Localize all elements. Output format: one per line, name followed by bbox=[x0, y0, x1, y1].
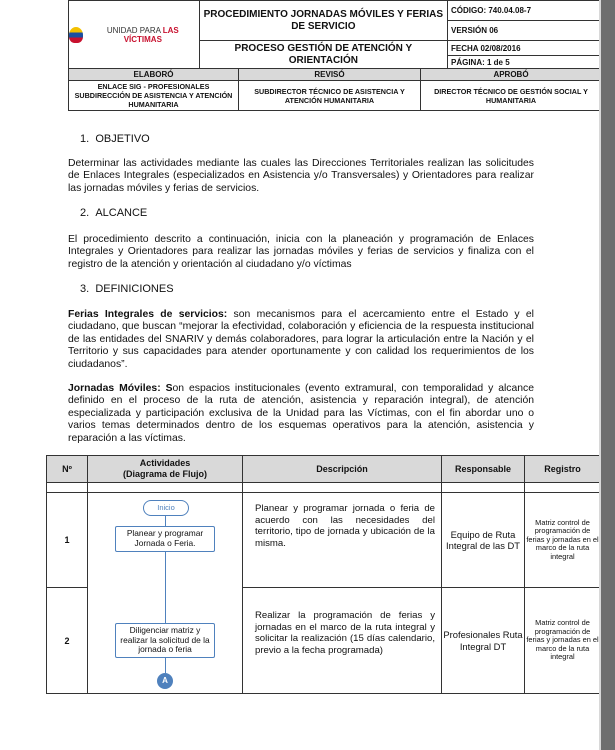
row-record: Matriz control de programación de ferias y jornadas en el marco de la ruta integral bbox=[525, 588, 601, 694]
connector-a-icon: A bbox=[157, 673, 173, 689]
sig-header-elaboro: ELABORÓ bbox=[69, 69, 239, 81]
row-responsible: Profesionales Ruta Integral DT bbox=[442, 588, 525, 694]
definition-term: Ferias Integrales de servicios: bbox=[68, 309, 228, 320]
colombia-seal-icon bbox=[69, 27, 83, 43]
doc-code: CÓDIGO: 740.04.08-7 bbox=[448, 1, 601, 21]
signature-table bbox=[68, 68, 602, 111]
sig-elaboro: ENLACE SIG - PROFESIONALES SUBDIRECCIÓN DE ASISTENCIA Y ATENCIÓN HUMANITARIA bbox=[69, 81, 239, 111]
sig-header-aprobo: APROBÓ bbox=[421, 69, 602, 81]
col-header-record: Registro bbox=[525, 456, 601, 483]
logo-text-emph: LAS VÍCTIMAS bbox=[123, 26, 179, 44]
doc-date: FECHA 02/08/2016 bbox=[448, 41, 601, 56]
section-text-alcance: El procedimiento descrito a continuación, inicia con la planeación y programación de Enlaces Integrales y Orientadores para realizar las jornadas móviles y ferias de servicios y finaliza con el registro de la atención y orientación al ciudadano y/o víctimas bbox=[68, 234, 534, 270]
section-heading-definiciones: 3. DEFINICIONES bbox=[80, 283, 174, 295]
activities-table bbox=[46, 455, 601, 694]
definition-ferias: Ferias Integrales de servicios: son mecanismos para el acercamiento entre el Estado y el ciudadano, que buscan “mejorar la efectividad, colaboración y eficiencia de la respuesta institucional de las entidades del SNARIV y demás colaboradores, para lograr la articulación entre la Nación y el Territorio y sus capacidades para atender oportunamente y con calidad los requerimientos de los ciudadanos”. bbox=[68, 309, 534, 370]
section-heading-objetivo: 1. OBJETIVO bbox=[80, 133, 150, 145]
flow-step-planear: Planear y programar Jornada o Feria. bbox=[115, 526, 215, 552]
definition-jornadas: Jornadas Móviles: Son espacios institucionales (evento extramural, con temporalidad y alcance definido en el proceso de la ruta de atención, asistencia y reparación integral), de atención especializada y participación exclusiva de la Unidad para las Víctimas, con el fin abordar uno o varios temas determinados dentro de los esquemas operativos para la atención, asistencia y reparación a las víctimas. bbox=[68, 383, 535, 444]
flow-step-diligenciar: Diligenciar matriz y realizar la solicitud de la jornada o feria bbox=[115, 623, 215, 658]
sig-header-reviso: REVISÓ bbox=[239, 69, 421, 81]
flow-diagram bbox=[88, 493, 243, 694]
flow-connector-line bbox=[165, 551, 166, 623]
col-header-num: Nº bbox=[47, 456, 88, 483]
definition-term: Jornadas Móviles: S bbox=[68, 383, 173, 394]
logo-cell bbox=[69, 1, 200, 70]
col-header-responsible: Responsable bbox=[442, 456, 525, 483]
document-title: PROCEDIMIENTO JORNADAS MÓVILES Y FERIAS DE SERVICIO bbox=[199, 1, 447, 41]
table-row bbox=[47, 493, 601, 588]
section-heading-alcance: 2. ALCANCE bbox=[80, 207, 148, 219]
viewer-scroll-edge bbox=[601, 0, 615, 750]
doc-version: VERSIÓN 06 bbox=[451, 26, 499, 35]
row-description: Planear y programar jornada o feria de acuerdo con las necesidades del territorio, tipo de jornada y ubicación de la misma. bbox=[243, 493, 442, 588]
col-header-activity: Actividades (Diagrama de Flujo) bbox=[88, 456, 243, 483]
sig-aprobo: DIRECTOR TÉCNICO DE GESTIÓN SOCIAL Y HUMANITARIA bbox=[421, 81, 602, 111]
sig-reviso: SUBDIRECTOR TÉCNICO DE ASISTENCIA Y ATENCIÓN HUMANITARIA bbox=[239, 81, 421, 111]
logo-text-prefix: UNIDAD PARA bbox=[106, 26, 163, 35]
start-terminal: Inicio bbox=[143, 500, 189, 516]
flow-connector-line bbox=[165, 657, 166, 673]
document-header bbox=[68, 0, 602, 70]
row-responsible: Equipo de Ruta Integral de las DT bbox=[442, 493, 525, 588]
col-header-description: Descripción bbox=[243, 456, 442, 483]
section-text-objetivo: Determinar las actividades mediante las cuales las Direcciones Territoriales realizan las solicitudes de Enlaces Integrales (especializados en Asistencia y/o Transversales) y Orientadores para realizar las jornadas móviles y ferias de servicios. bbox=[68, 158, 534, 194]
doc-page: PÁGINA: 1 de 5 bbox=[451, 58, 510, 67]
row-num: 2 bbox=[47, 588, 88, 694]
row-record: Matriz control de programación de ferias y jornadas en el marco de la ruta integral bbox=[525, 493, 601, 588]
unidad-victimas-logo bbox=[69, 26, 199, 44]
row-description: Realizar la programación de ferias y jornadas en el marco de la ruta integral y solicitar la realización (15 días calendario, previo a la fecha programada) bbox=[243, 588, 442, 694]
row-num: 1 bbox=[47, 493, 88, 588]
process-title: PROCESO GESTIÓN DE ATENCIÓN Y ORIENTACIÓN bbox=[199, 41, 447, 70]
